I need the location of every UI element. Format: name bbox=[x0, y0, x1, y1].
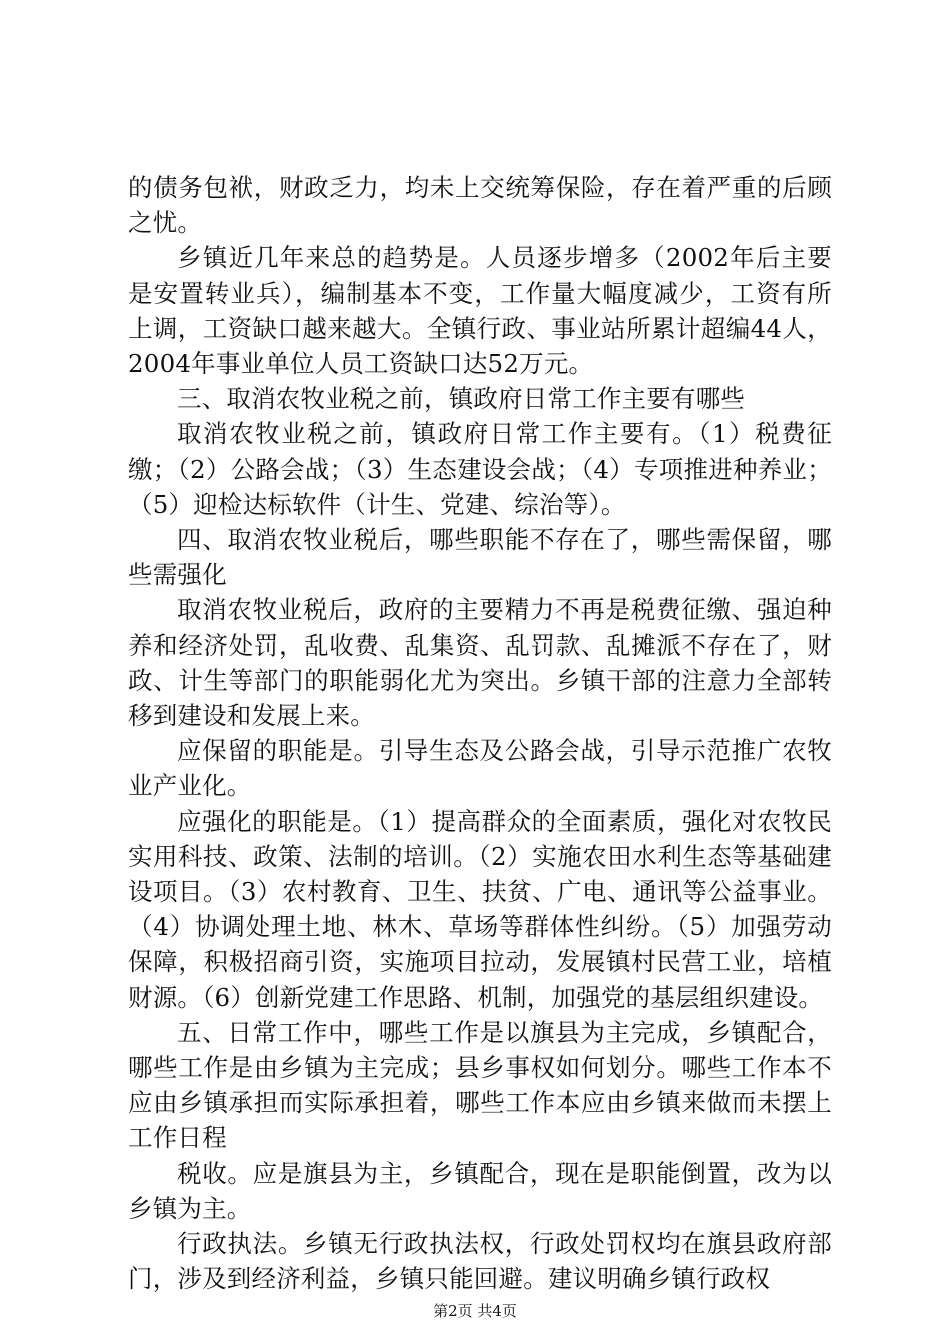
paragraph-taxation: 税收。应是旗县为主，乡镇配合，现在是职能倒置，改为以乡镇为主。 bbox=[128, 1158, 832, 1223]
paragraph-strengthened-functions: 应强化的职能是。（1）提高群众的全面素质，强化对农牧民实用科技、政策、法制的培训。（2）实施农田水利生态等基础建设项目。（3）农村教育、卫生、扶贫、广电、通讯等公益事业。（4）协调处理土地、林木、草场等群体性纠纷。（5）加强劳动保障，积极招商引资，实施项目拉动，发展镇村民营工业，培植财源。（6）创新党建工作思路、机制，加强党的基层组织建设。 bbox=[128, 806, 832, 1012]
section-heading-5: 五、日常工作中，哪些工作是以旗县为主完成，乡镇配合，哪些工作是由乡镇为主完成；县乡事权如何划分。哪些工作本不应由乡镇承担而实际承担着，哪些工作本应由乡镇来做而未摆上工作日程 bbox=[128, 1017, 832, 1153]
paragraph-administrative-law: 行政执法。乡镇无行政执法权，行政处罚权均在旗县政府部门，涉及到经济利益，乡镇只能回避。建议明确乡镇行政权 bbox=[128, 1229, 832, 1294]
section-heading-4: 四、取消农牧业税后，哪些职能不存在了，哪些需保留，哪些需强化 bbox=[128, 525, 832, 590]
paragraph-after-tax-removal: 取消农牧业税后，政府的主要精力不再是税费征缴、强迫种养和经济处罚，乱收费、乱集资、乱罚款、乱摊派不存在了，财政、计生等部门的职能弱化尤为突出。乡镇干部的注意力全部转移到建设和发展上来。 bbox=[128, 595, 832, 731]
page-number-footer: 第2页 共4页 bbox=[433, 1302, 517, 1320]
paragraph-continuation: 的债务包袱，财政乏力，均未上交统筹保险，存在着严重的后顾之忧。 bbox=[128, 173, 832, 238]
paragraph-daily-work-before: 取消农牧业税之前，镇政府日常工作主要有。（1）税费征缴；（2）公路会战；（3）生态建设会战；（4）专项推进种养业；（5）迎检达标软件（计生、党建、综治等）。 bbox=[128, 419, 832, 519]
section-heading-3: 三、取消农牧业税之前，镇政府日常工作主要有哪些 bbox=[177, 384, 746, 414]
paragraph-staffing-trend: 乡镇近几年来总的趋势是。人员逐步增多（2002年后主要是安置转业兵），编制基本不变，工作量大幅度减少，工资有所上调，工资缺口越来越大。全镇行政、事业站所累计超编44人，2004年事业单位人员工资缺口达52万元。 bbox=[128, 243, 832, 379]
paragraph-retained-functions: 应保留的职能是。引导生态及公路会战，引导示范推广农牧业产业化。 bbox=[128, 736, 832, 801]
document-body bbox=[128, 170, 832, 1297]
